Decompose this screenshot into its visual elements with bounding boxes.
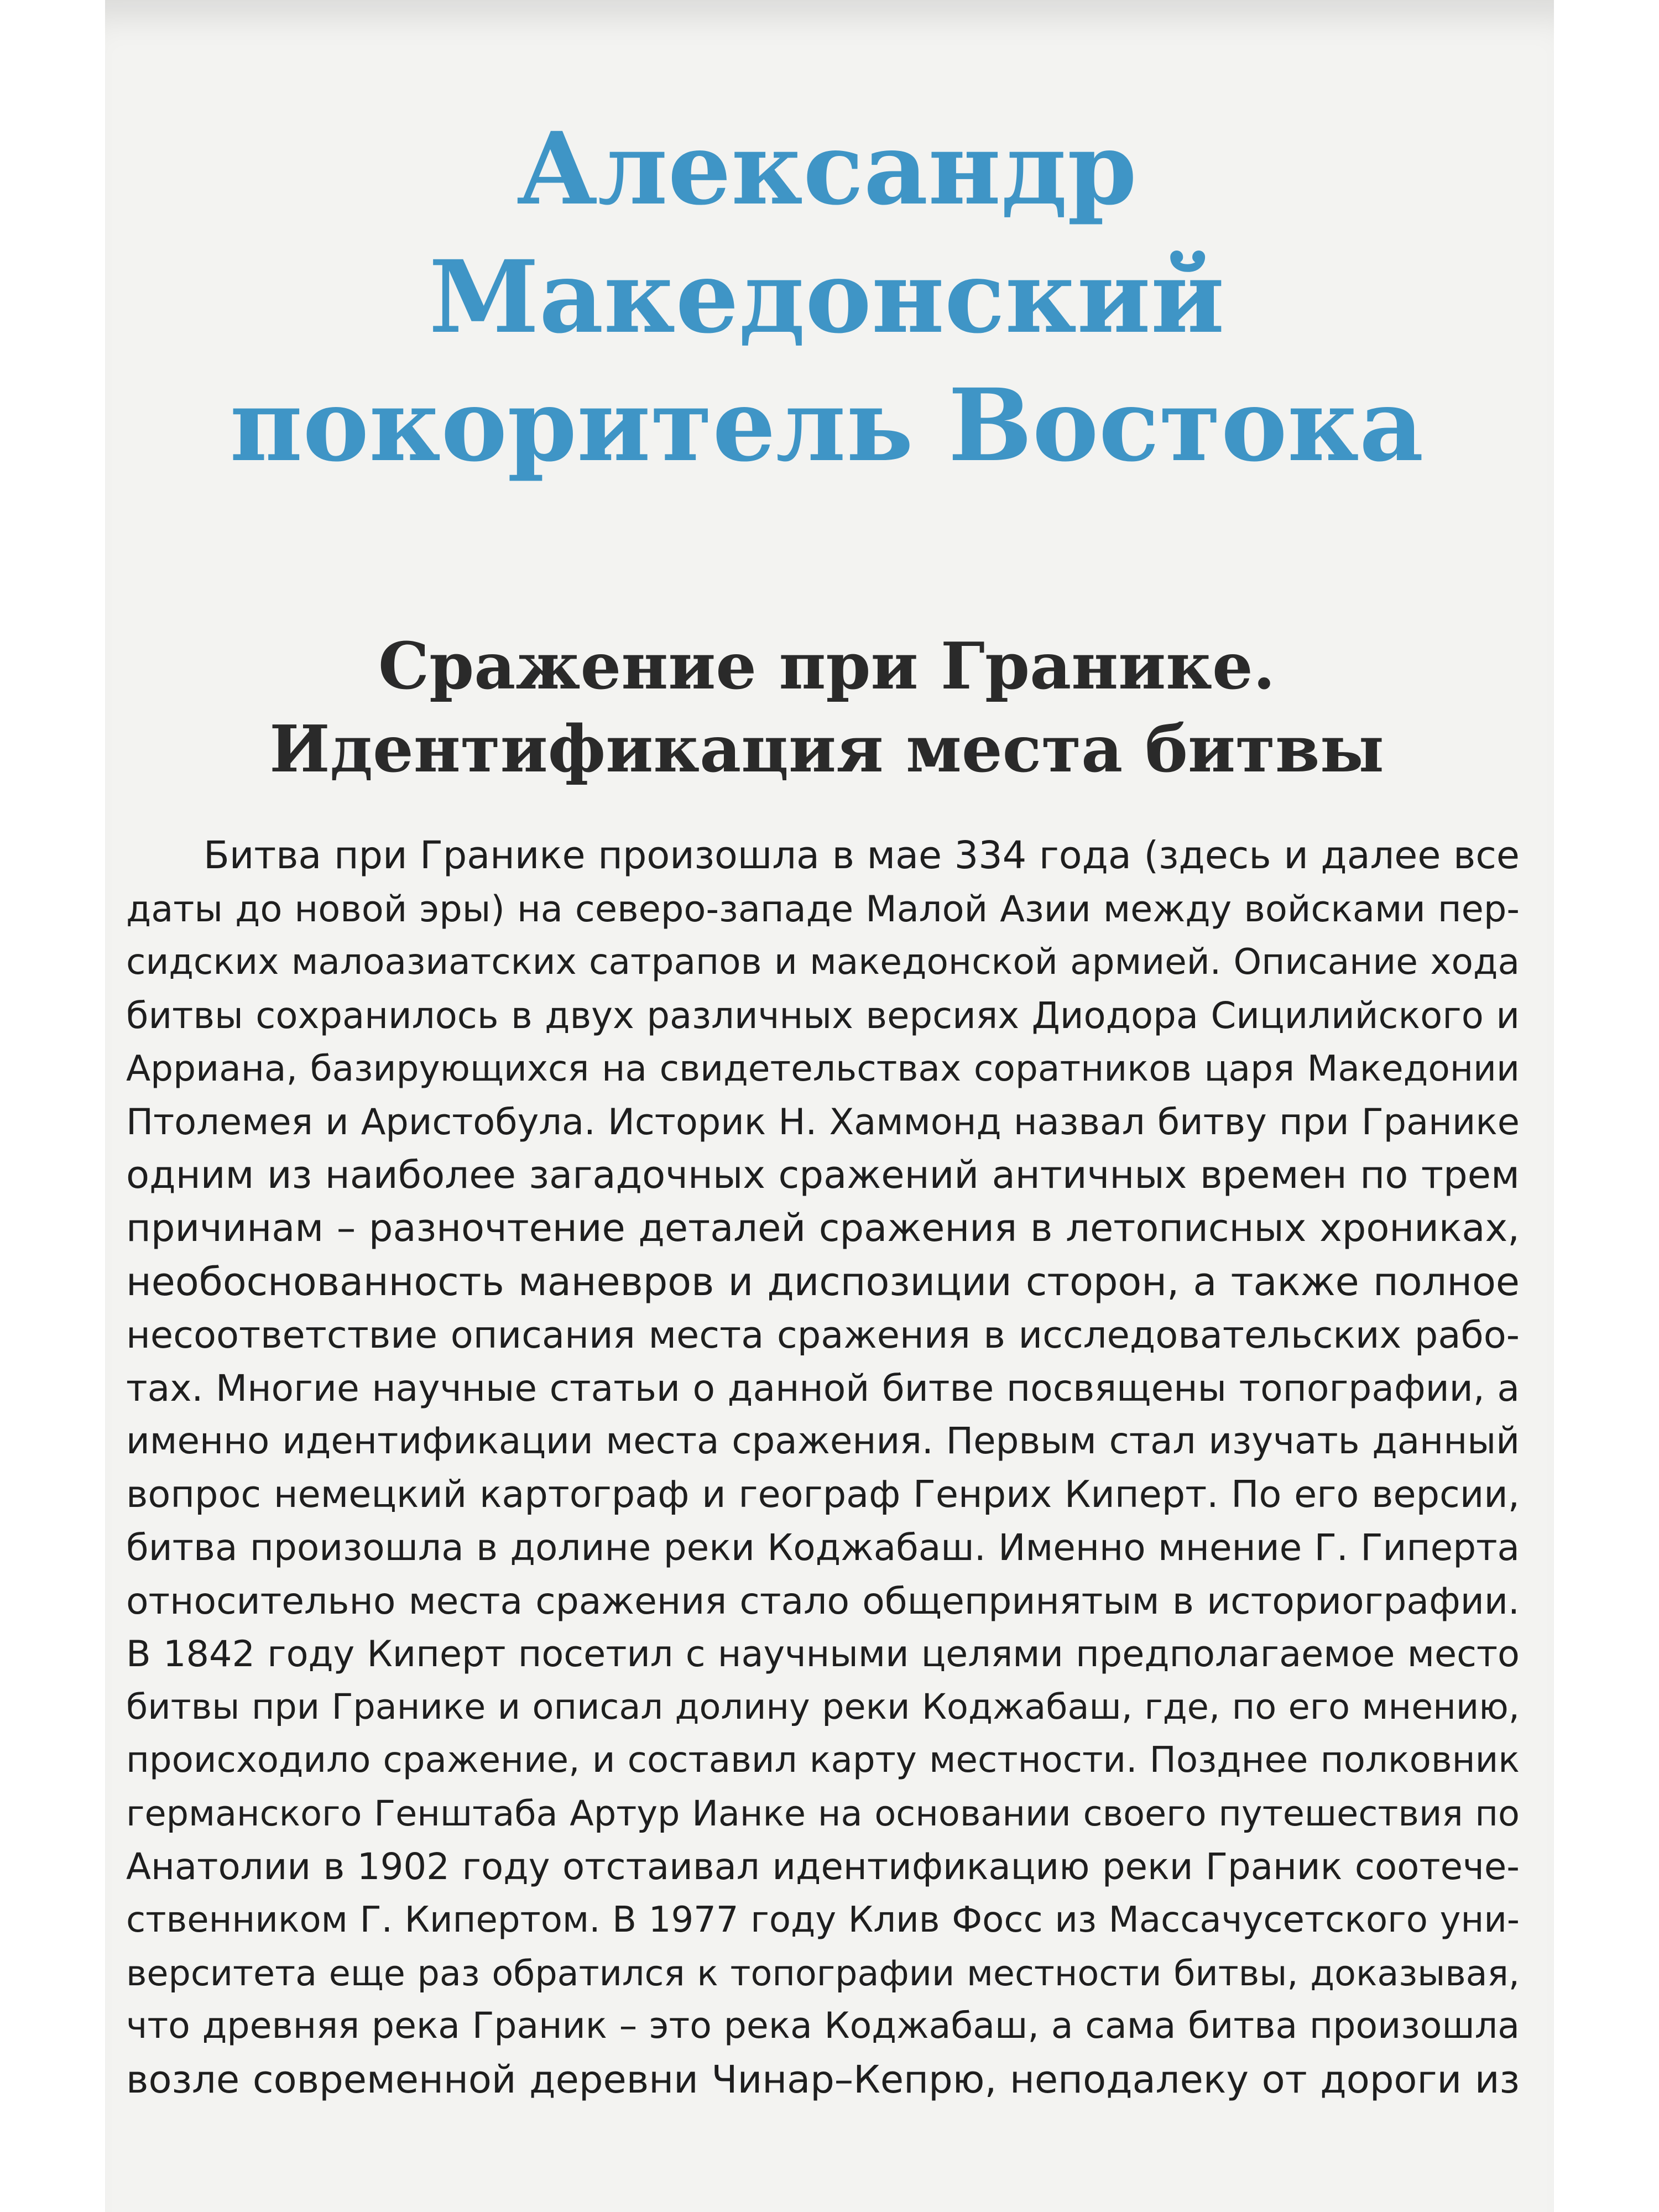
text-line: тах. Многие научные статьи о данной битве посвящены топографии, а <box>126 1366 1520 1410</box>
text-line: возле современной деревни Чинар–Кепрю, неподалеку от дороги из <box>126 2057 1520 2102</box>
text-line: германского Генштаба Артур Ианке на основании своего путешествия по <box>126 1793 1520 1834</box>
text-line: Анатолии в 1902 году отстаивал идентификацию реки Граник соотече- <box>126 1845 1520 1888</box>
book-title-line-2: покоритель Востока <box>229 367 1424 484</box>
text-line: Битва при Гранике произошла в мае 334 года (здесь и далее все <box>204 834 1520 878</box>
text-line: верситета еще раз обратился к топографии местности битвы, доказывая, <box>126 1953 1520 1994</box>
text-line: одним из наиболее загадочных сражений античных времен по трем <box>126 1153 1520 1198</box>
book-title-line-1: Александр Македонский <box>429 111 1225 356</box>
text-line: битва произошла в долине реки Коджабаш. Именно мнение Г. Гиперта <box>126 1526 1520 1569</box>
text-line: даты до новой эры) на северо-западе Малой Азии между войсками пер- <box>126 888 1520 931</box>
text-line: битвы при Гранике и описал долину реки Коджабаш, где, по его мнению, <box>126 1687 1520 1728</box>
scan-margin-right <box>1554 0 1659 2212</box>
text-line: именно идентификации места сражения. Первым стал изучать данный <box>126 1420 1520 1463</box>
section-title-line-2: Идентификация места битвы <box>269 712 1384 787</box>
section-title-line-1: Сражение при Гранике. <box>378 629 1276 704</box>
section-title <box>155 625 1499 791</box>
text-line: что древняя река Граник – это река Коджабаш, а сама битва произошла <box>126 2005 1520 2047</box>
book-title <box>155 105 1499 490</box>
text-line: причинам – разночтение деталей сражения в летописных хрониках, <box>126 1206 1520 1251</box>
text-line: Арриана, базирующихся на свидетельствах соратников царя Македонии <box>126 1047 1520 1089</box>
text-line: вопрос немецкий картограф и географ Генрих Киперт. По его версии, <box>126 1473 1520 1516</box>
text-line: относительно места сражения стало общепринятым в историографии. <box>126 1579 1520 1623</box>
text-line: В 1842 году Киперт посетил с научными целями предполагаемое место <box>126 1633 1520 1676</box>
text-line: сидских малоазиатских сатрапов и македонской армией. Описание хода <box>126 941 1520 983</box>
text-line: Птолемея и Аристобула. Историк Н. Хаммонд назвал битву при Гранике <box>126 1101 1520 1144</box>
text-line: необоснованность маневров и диспозиции сторон, а также полное <box>126 1259 1520 1305</box>
text-line: битвы сохранилось в двух различных версиях Диодора Сицилийского и <box>126 994 1520 1037</box>
body-paragraph <box>126 830 1520 2106</box>
text-line: ственником Г. Кипертом. В 1977 году Клив Фосс из Массачусетского уни- <box>126 1900 1520 1941</box>
text-line: несоответствие описания места сражения в исследовательских рабо- <box>126 1313 1520 1357</box>
text-line: происходило сражение, и составил карту местности. Позднее полковник <box>126 1739 1520 1781</box>
scan-margin-left <box>0 0 105 2212</box>
